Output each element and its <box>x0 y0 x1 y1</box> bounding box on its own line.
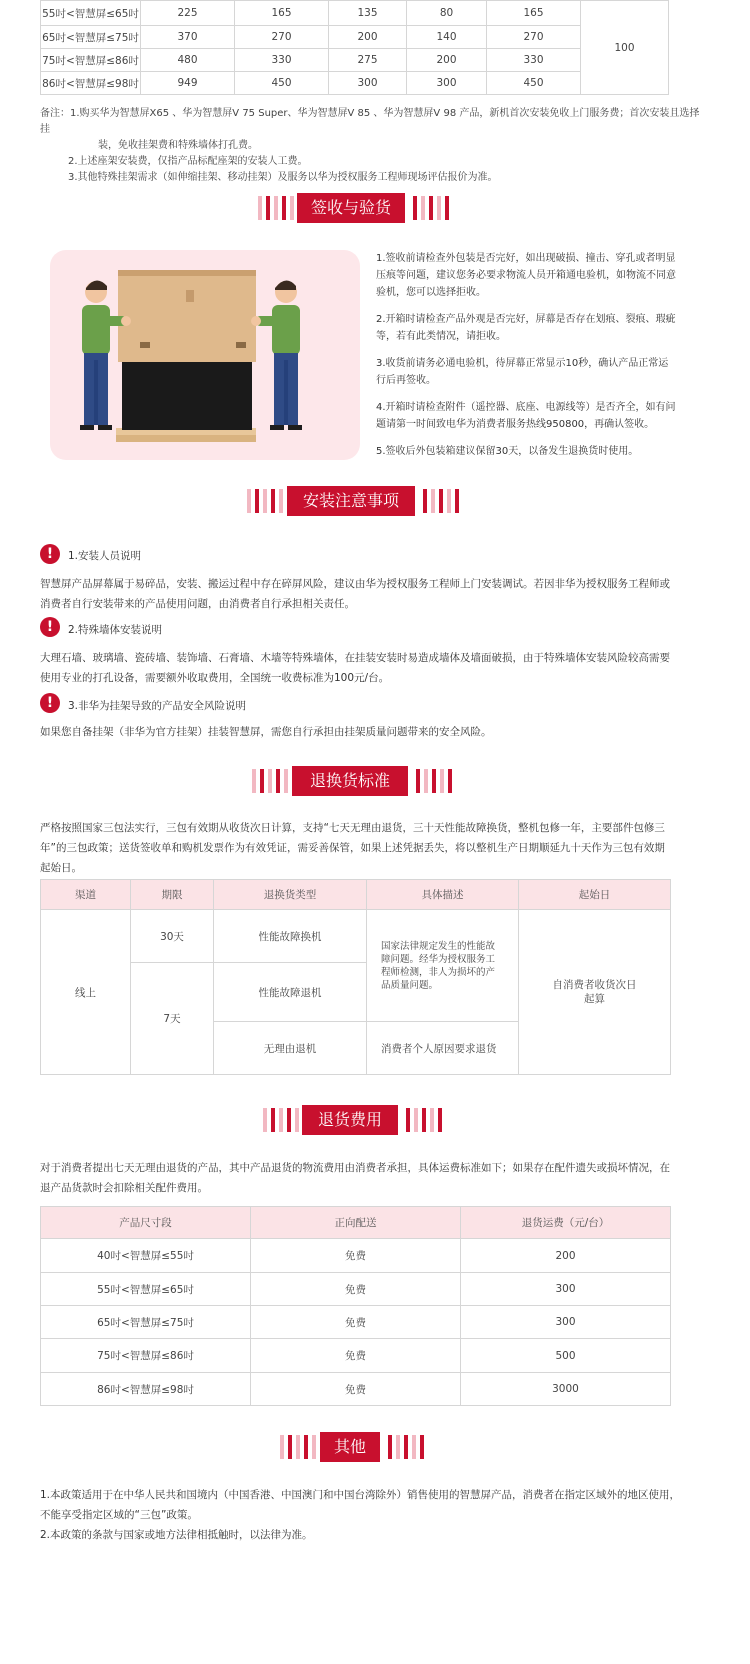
list-item: 2.本政策的条款与国家或地方法律相抵触时，以法律为准。 <box>40 1529 313 1541</box>
list-item: 1.本政策适用于在中华人民共和国境内（中国香港、中国澳门和中国台湾除外）销售使用的智慧屏产品，消费者在指定区域外的地区使用，不能享受指定区域的“三包”政策。 <box>40 1489 681 1521</box>
decor-bars-right <box>388 1435 424 1459</box>
install-note-title: 1.安装人员说明 <box>68 550 142 562</box>
return-std-text: 严格按照国家三包法实行，三包有效期从收货次日计算，支持“七天无理由退货，三十天性能故障换货，整机包修一年，主要部件包修三年”的三包政策；送货签收单和购机发票作为有效凭证，需妥善保管，如果上述凭据丢失，将以整机生产日期顺延九十天作为三包有效期起始日。 <box>40 822 665 874</box>
notes: 备注：1.购买华为智慧屏X65 、华为智慧屏V 75 Super、华为智慧屏V 85 、华为智慧屏V 98 产品，新机首次安装免收上门服务费；首次安装且选择挂 装，免收挂架费和特殊墙体打孔费。 2.上述座架安装费，仅指产品标配座架的安装人工费。 3.其他特殊挂架需求（如伸缩挂架、移动挂架）及服务以华为授权服务工程师现场评估报价为准。 <box>40 108 700 183</box>
decor-bars-left <box>263 1108 299 1132</box>
decor-bars-left <box>258 196 294 220</box>
section-header-install <box>0 486 750 516</box>
section-title: 退货费用 <box>302 1105 398 1135</box>
decor-bars-left <box>280 1435 316 1459</box>
section-header-return-std <box>0 766 750 796</box>
section-title: 其他 <box>320 1432 380 1462</box>
other-list <box>40 1485 680 1545</box>
install-note-body: 如果您自备挂架（非华为官方挂架）挂装智慧屏，需您自行承担由挂架质量问题带来的安全风险。 <box>40 726 492 738</box>
receive-list <box>376 250 676 460</box>
list-item: 4.开箱时请检查附件（遥控器、底座、电源线等）是否齐全，如有问题请第一时间致电华为消费者服务热线950800，再确认签收。 <box>376 402 676 430</box>
section-header-other <box>0 1432 750 1462</box>
warning-icon: ! <box>40 544 60 564</box>
delivery-illustration-icon <box>50 250 360 460</box>
return-table <box>40 879 671 1075</box>
table-row: 55吋<智慧屏≤65吋 225 165 135 80 165 100 <box>41 1 669 26</box>
table-row: 65吋<智慧屏≤75吋 免费 300 <box>41 1306 671 1339</box>
section-title: 签收与验货 <box>297 193 405 223</box>
table-row: 线上 30天 性能故障换机 国家法律规定发生的性能故障问题。经华为授权服务工程师检测，非人为损坏的产品质量问题。 自消费者收货次日起算 <box>41 910 671 963</box>
table-row: 无理由退机 消费者个人原因要求退货 <box>41 1022 671 1075</box>
table-row: 55吋<智慧屏≤65吋 免费 300 <box>41 1273 671 1306</box>
table-row: 40吋<智慧屏≤55吋 免费 200 <box>41 1239 671 1273</box>
table-row: 86吋<智慧屏≤98吋 949 450 300 300 450 <box>41 72 669 95</box>
decor-bars-right <box>406 1108 442 1132</box>
decor-bars-right <box>413 196 449 220</box>
section-title: 退换货标准 <box>292 766 408 796</box>
table-row: 75吋<智慧屏≤86吋 480 330 275 200 330 <box>41 49 669 72</box>
list-item: 3.收货前请务必通电验机，待屏幕正常显示10秒，确认产品正常运行后再签收。 <box>376 358 669 386</box>
table-row: 65吋<智慧屏≤75吋 370 270 200 140 270 <box>41 26 669 49</box>
table-row: 7天 性能故障退机 <box>41 963 671 1022</box>
receive-illustration <box>50 250 360 460</box>
table-header-row: 产品尺寸段 正向配送 退货运费（元/台） <box>41 1207 671 1239</box>
return-fee-text: 对于消费者提出七天无理由退货的产品，其中产品退货的物流费用由消费者承担，具体运费标准如下；如果存在配件遗失或损坏情况，在退产品货款时会扣除相关配件费用。 <box>40 1162 670 1194</box>
install-note-body: 智慧屏产品屏幕属于易碎品，安装、搬运过程中存在碎屏风险，建议由华为授权服务工程师上门安装调试。若因非华为授权服务工程师或消费者自行安装带来的产品使用问题，由消费者自行承担相关责任。 <box>40 578 670 610</box>
warning-icon: ! <box>40 693 60 713</box>
merged-value-cell: 100 <box>581 1 669 95</box>
section-header-receive <box>0 193 750 223</box>
list-item: 1.签收前请检查外包装是否完好，如出现破损、撞击、穿孔或者明显压痕等问题，建议您务必要求物流人员开箱通电验机，如物流不同意验机，您可以选择拒收。 <box>376 253 676 298</box>
section-title: 安装注意事项 <box>287 486 415 516</box>
warning-icon: ! <box>40 617 60 637</box>
section-header-return-fee <box>0 1105 750 1135</box>
table-row: 86吋<智慧屏≤98吋 免费 3000 <box>41 1373 671 1406</box>
list-item: 2.开箱时请检查产品外观是否完好，屏幕是否存在划痕、裂痕、瑕疵等，若有此类情况，请拒收。 <box>376 314 676 342</box>
decor-bars-left <box>252 769 288 793</box>
decor-bars-left <box>247 489 283 513</box>
table-row: 75吋<智慧屏≤86吋 免费 500 <box>41 1339 671 1373</box>
install-note-body: 大理石墙、玻璃墙、瓷砖墙、装饰墙、石膏墙、木墙等特殊墙体，在挂装安装时易造成墙体及墙面破损，由于特殊墙体安装风险较高需要使用专业的打孔设备，需要额外收取费用，全国统一收费标准为100元/台。 <box>40 652 670 684</box>
list-item: 5.签收后外包装箱建议保留30天，以备发生退换货时使用。 <box>376 446 639 457</box>
install-note-title: 3.非华为挂架导致的产品安全风险说明 <box>68 700 247 712</box>
table-header-row: 渠道 期限 退换货类型 具体描述 起始日 <box>41 880 671 910</box>
return-fee-table <box>40 1206 671 1406</box>
decor-bars-right <box>423 489 459 513</box>
install-note-title: 2.特殊墙体安装说明 <box>68 624 163 636</box>
install-fee-table <box>40 0 669 95</box>
decor-bars-right <box>416 769 452 793</box>
